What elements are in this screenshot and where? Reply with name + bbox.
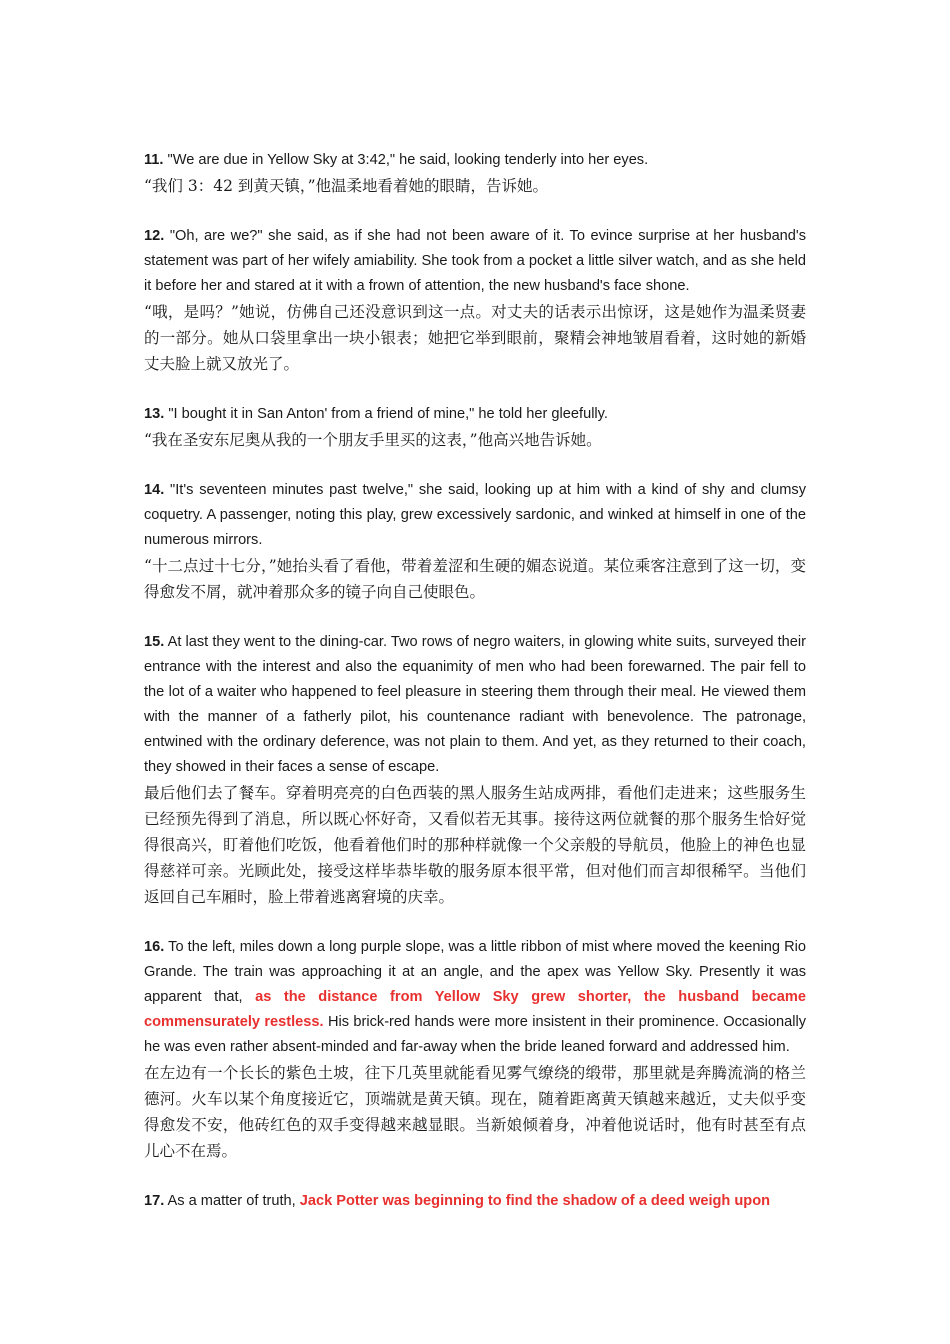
highlighted-text: Jack Potter was beginning to find the shadow of a deed weigh upon xyxy=(299,1193,771,1209)
paragraph-16 xyxy=(144,935,806,1164)
english-text-segment: "We are due in Yellow Sky at 3:42," he said, looking tenderly into her eyes. xyxy=(163,152,649,168)
chinese-translation: “我在圣安东尼奥从我的一个朋友手里买的这表，”他高兴地告诉她。 xyxy=(144,431,602,449)
paragraph-number: 14. xyxy=(144,482,165,498)
paragraph-14 xyxy=(144,478,806,605)
paragraph-number: 17. xyxy=(144,1193,165,1209)
highlighted-text: as the distance from Yellow Sky grew shorter, the husband became commensurately restless. xyxy=(144,989,806,1030)
english-text-segment: "I bought it in San Anton' from a friend of mine," he told her gleefully. xyxy=(164,406,608,422)
english-text-segment: His brick-red hands were more insistent in their prominence. Occasionally he was even rather absent-minded and far-away when the bride leaned forward and addressed him. xyxy=(144,1014,806,1055)
english-text-segment: "Oh, are we?" she said, as if she had not been aware of it. To evince surprise at her husband's statement was part of her wifely amiability. She took from a pocket a little silver watch, and as she held it before her and stared at it with a frown of attention, the new husband's face shone. xyxy=(144,228,806,294)
paragraph-number: 13. xyxy=(144,406,165,422)
chinese-translation: 最后他们去了餐车。穿着明亮亮的白色西装的黑人服务生站成两排，看他们走进来；这些服务生已经预先得到了消息，所以既心怀好奇，又看似若无其事。接待这两位就餐的那个服务生恰好觉得很高兴，盯着他们吃饭，他看着他们时的那种样就像一个父亲般的导航员，他脸上的神色也显得慈祥可亲。光顾此处，接受这样毕恭毕敬的服务原本很平常，但对他们而言却很稀罕。当他们返回自己车厢时，脸上带着逃离窘境的庆幸。 xyxy=(144,784,806,906)
english-text-segment: As a matter of truth, xyxy=(164,1193,300,1209)
chinese-translation: “哦，是吗？”她说，仿佛自己还没意识到这一点。对丈夫的话表示出惊讶，这是她作为温柔贤妻的一部分。她从口袋里拿出一块小银表；她把它举到眼前，聚精会神地皱眉看着，这时她的新婚丈夫脸上就又放光了。 xyxy=(144,303,806,373)
paragraph-15 xyxy=(144,630,806,910)
chinese-translation: “十二点过十七分，”她抬头看了看他，带着羞涩和生硬的媚态说道。某位乘客注意到了这一切，变得愈发不屑，就冲着那众多的镜子向自己使眼色。 xyxy=(144,557,806,601)
english-text-segment: "It's seventeen minutes past twelve," she said, looking up at him with a kind of shy and clumsy coquetry. A passenger, noting this play, grew excessively sardonic, and winked at himself in one of the numerous mirrors. xyxy=(144,482,806,548)
english-text-segment: At last they went to the dining-car. Two rows of negro waiters, in glowing white suits, surveyed their entrance with the interest and also the equanimity of men who had been forewarned. The pair fell to the lot of a waiter who happened to feel pleasure in steering them through their meal. He viewed them with the manner of a fatherly pilot, his countenance radiant with benevolence. The patronage, entwined with the ordinary deference, was not plain to them. And yet, as they returned to their coach, they showed in their faces a sense of escape. xyxy=(144,634,806,775)
english-text xyxy=(144,478,806,553)
english-text xyxy=(144,148,806,173)
english-text xyxy=(144,935,806,1060)
paragraph-12 xyxy=(144,224,806,377)
paragraph-17 xyxy=(144,1189,806,1214)
paragraph-number: 15. xyxy=(144,634,165,650)
paragraph-number: 11. xyxy=(144,152,164,168)
english-text xyxy=(144,1189,806,1214)
paragraph-13 xyxy=(144,402,806,453)
english-text xyxy=(144,224,806,299)
document-body xyxy=(144,148,806,1239)
chinese-translation: “我们 3：42 到黄天镇，”他温柔地看着她的眼睛，告诉她。 xyxy=(144,177,549,195)
english-text xyxy=(144,402,806,427)
paragraph-11 xyxy=(144,148,806,199)
chinese-translation: 在左边有一个长长的紫色土坡，往下几英里就能看见雾气缭绕的缎带，那里就是奔腾流淌的格兰德河。火车以某个角度接近它，顶端就是黄天镇。现在，随着距离黄天镇越来越近，丈夫似乎变得愈发不安，他砖红色的双手变得越来越显眼。当新娘倾着身，冲着他说话时，他有时甚至有点儿心不在焉。 xyxy=(144,1064,806,1160)
english-text xyxy=(144,630,806,780)
paragraph-number: 16. xyxy=(144,939,165,955)
paragraph-number: 12. xyxy=(144,228,165,244)
english-text-segment: To the left, miles down a long purple slope, was a little ribbon of mist where moved the keening Rio Grande. The train was approaching it at an angle, and the apex was Yellow Sky. Presently it was apparent that, xyxy=(144,939,806,1005)
